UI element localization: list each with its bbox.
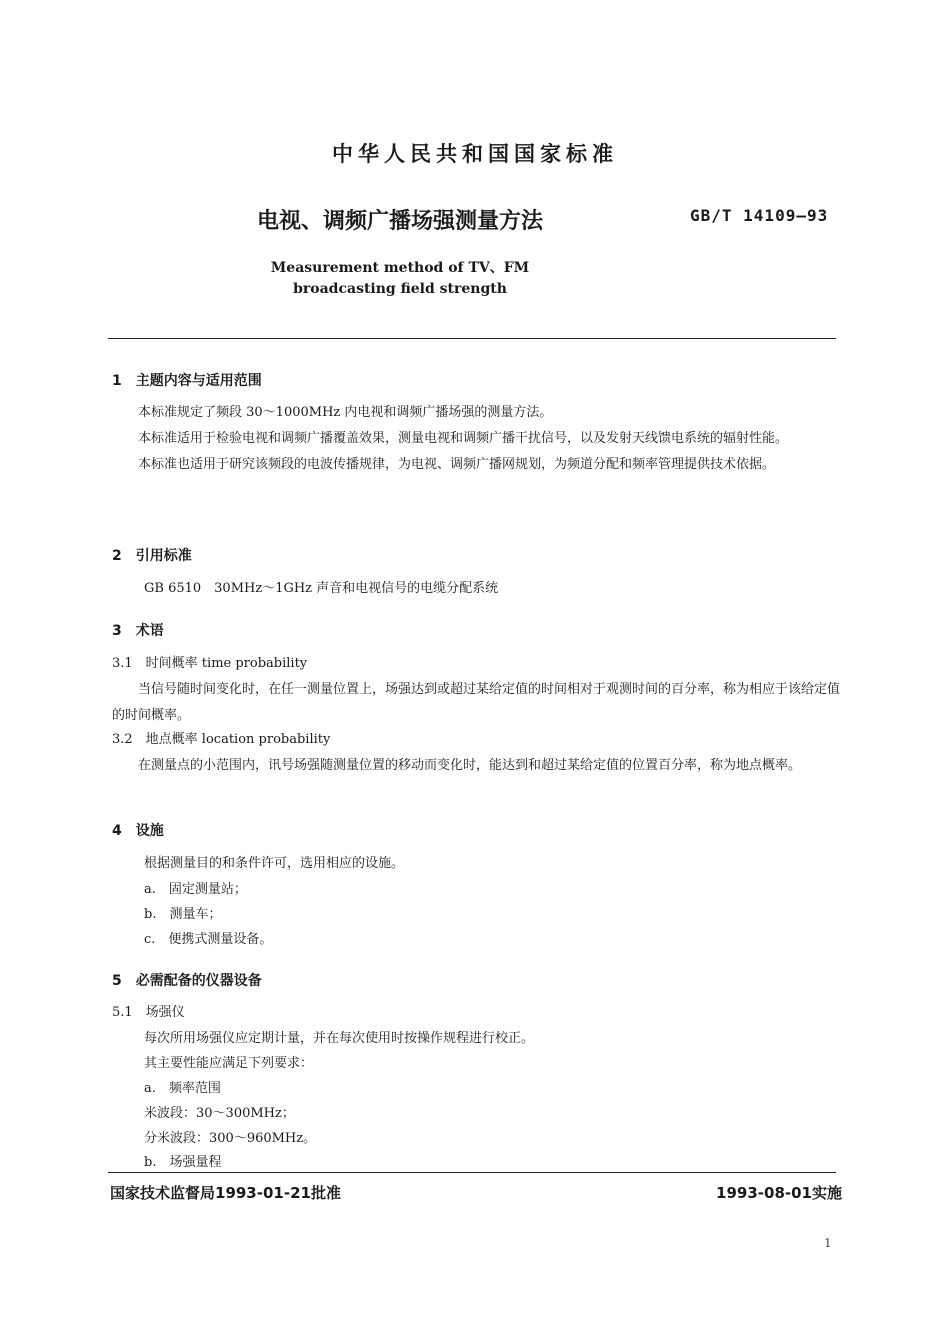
section-3-1-paragraph: 当信号随时间变化时，在任一测量位置上，场强达到或超过某给定值的时间相对于观测时间的百分率，称为相应于该给定值的时间概率。	[112, 682, 841, 723]
reference-standard: GB 6510 30MHz～1GHz 声音和电视信号的电缆分配系统	[144, 581, 499, 596]
implementation-date: 1993-08-01实施	[716, 1184, 842, 1202]
section-5-1-paragraph-1: 每次所用场强仪应定期计量，并在每次使用时按操作规程进行校正。	[144, 1031, 535, 1046]
section-1-body	[112, 400, 840, 478]
approval-info: 国家技术监督局1993-01-21批准	[110, 1184, 341, 1202]
section-2-title: 2 引用标准	[112, 548, 192, 564]
section-3-2-body	[112, 753, 840, 779]
section-1-paragraph-3: 本标准也适用于研究该频段的电波传播规律，为电视、调频广播网规划，为频道分配和频率管理提供技术依据。	[138, 457, 776, 472]
section-4-paragraph: 根据测量目的和条件许可，选用相应的设施。	[144, 856, 405, 871]
standard-code: GB/T 14109—93	[690, 206, 829, 225]
frequency-range-uhf: 分米波段：300～960MHz。	[144, 1131, 317, 1146]
section-1-paragraph-1: 本标准规定了频段 30～1000MHz 内电视和调频广播场强的测量方法。	[138, 405, 553, 420]
header-rule	[108, 338, 836, 339]
national-standard-heading: 中华人民共和国国家标准	[332, 142, 618, 166]
frequency-range-vhf: 米波段：30～300MHz；	[144, 1106, 295, 1121]
list-item: b. 场强量程	[144, 1155, 222, 1170]
section-3-title: 3 术语	[112, 623, 164, 639]
document-title-en-line2: broadcasting field strength	[293, 281, 507, 297]
section-5-title: 5 必需配备的仪器设备	[112, 973, 262, 989]
document-title-en-line1: Measurement method of TV、FM	[270, 260, 530, 276]
page-number: 1	[824, 1236, 832, 1250]
document-title-cn: 电视、调频广播场强测量方法	[256, 209, 543, 234]
footer-rule	[108, 1172, 836, 1173]
section-3-1-title: 3.1 时间概率 time probability	[112, 656, 308, 671]
section-4-title: 4 设施	[112, 823, 164, 839]
list-item: a. 频率范围	[144, 1081, 221, 1096]
section-5-1-paragraph-2: 其主要性能应满足下列要求：	[144, 1056, 314, 1071]
section-1-paragraph-2: 本标准适用于检验电视和调频广播覆盖效果，测量电视和调频广播干扰信号，以及发射天线馈电系统的辐射性能。	[138, 431, 789, 446]
section-3-2-paragraph: 在测量点的小范围内，讯号场强随测量位置的移动而变化时，能达到和超过某给定值的位置百分率，称为地点概率。	[138, 758, 802, 773]
section-5-1-title: 5.1 场强仪	[112, 1005, 185, 1020]
section-1-title: 1 主题内容与适用范围	[112, 373, 262, 389]
list-item: c. 便携式测量设备。	[144, 932, 273, 947]
list-item: a. 固定测量站；	[144, 882, 247, 897]
section-3-1-body	[112, 677, 840, 729]
section-3-2-title: 3.2 地点概率 location probability	[112, 732, 331, 747]
list-item: b. 测量车；	[144, 907, 222, 922]
